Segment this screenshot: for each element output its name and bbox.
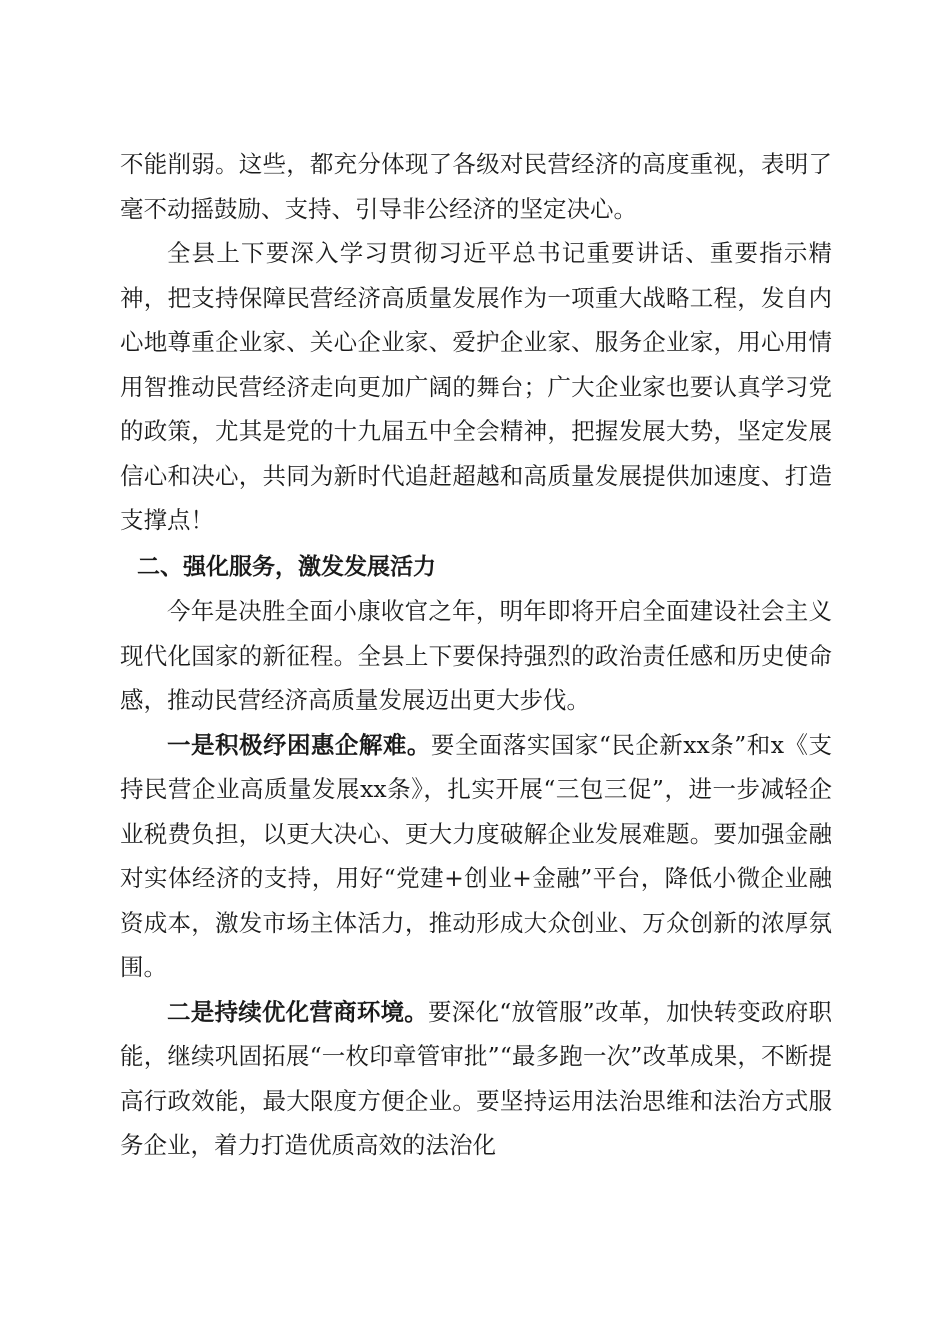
point-one-body: 要全面落实国家“民企新xx条”和x《支持民营企业高质量发展xx条》，扎实开展“三包三促”，进一步减轻企业税费负担，以更大决心、更大力度破解企业发展难题。要加强金融对实体经济的支持，用好“党建+创业+金融”平台，降低小微企业融资成本，激发市场主体活力，推动形成大众创业、万众创新的浓厚氛围。 — [120, 730, 832, 981]
point-two-lead: 二是持续优化营商环境。 — [167, 997, 429, 1026]
paragraph-point-one — [120, 723, 832, 990]
document-page — [120, 142, 832, 1168]
point-two-body: 要深化“放管服”改革，加快转变政府职能，继续巩固拓展“一枚印章管审批”“最多跑一次”改革成果，不断提高行政效能，最大限度方便企业。要坚持运用法治思维和法治方式服务企业，着力打造优质高效的法治化 — [120, 997, 833, 1159]
point-one-lead: 一是积极纾困惠企解难。 — [167, 730, 431, 759]
paragraph-point-two — [120, 990, 832, 1168]
paragraph-this-year: 今年是决胜全面小康收官之年，明年即将开启全面建设社会主义现代化国家的新征程。全县上下要保持强烈的政治责任感和历史使命感，推动民营经济高质量发展迈出更大步伐。 — [120, 597, 832, 714]
paragraph-study-spirit: 全县上下要深入学习贯彻习近平总书记重要讲话、重要指示精神，把支持保障民营经济高质量发展作为一项重大战略工程，发自内心地尊重企业家、关心企业家、爱护企业家、服务企业家，用心用情用智推动民营经济走向更加广阔的舞台；广大企业家也要认真学习党的政策，尤其是党的十九届五中全会精神，把握发展大势，坚定发展信心和决心，共同为新时代追赶超越和高质量发展提供加速度、打造支撑点！ — [120, 239, 832, 534]
section-heading: 二、强化服务，激发发展活力 — [137, 553, 436, 580]
paragraph-continuation: 不能削弱。这些，都充分体现了各级对民营经济的高度重视，表明了毫不动摇鼓励、支持、引导非公经济的坚定决心。 — [120, 150, 832, 223]
